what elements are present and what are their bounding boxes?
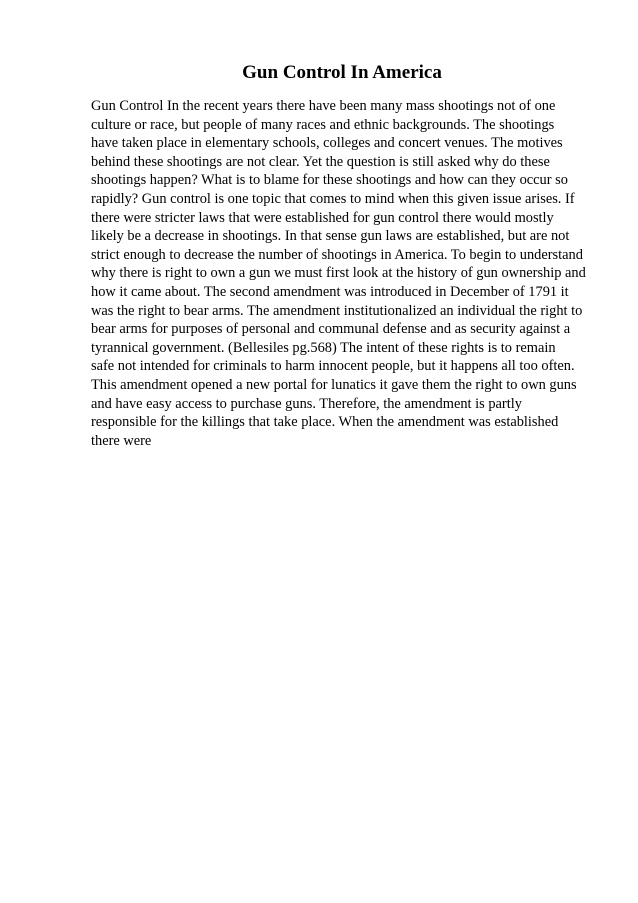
body-line: Gun Control In the recent years there have been many mass shootings not of one (91, 98, 556, 114)
body-line: behind these shootings are not clear. Yet the question is still asked why do these (91, 153, 550, 170)
document-title: Gun Control In America (242, 62, 442, 83)
body-line: responsible for the killings that take place. When the amendment was established (91, 414, 559, 431)
body-line: shootings happen? What is to blame for these shootings and how can they occur so (91, 172, 568, 189)
body-line: tyrannical government. (Bellesiles pg.568) The intent of these rights is to remain (91, 339, 556, 356)
body-line: likely be a decrease in shootings. In that sense gun laws are established, but are not (91, 228, 570, 245)
body-line: was the right to bear arms. The amendment institutionalized an individual the right to (91, 302, 583, 319)
body-line: there were (91, 432, 152, 449)
body-line: safe not intended for criminals to harm innocent people, but it happens all too often. (91, 358, 575, 375)
body-line: and have easy access to purchase guns. Therefore, the amendment is partly (91, 395, 522, 412)
body-line: why there is right to own a gun we must first look at the history of gun ownership and (91, 265, 586, 282)
body-line: This amendment opened a new portal for lunatics it gave them the right to own guns (91, 376, 577, 393)
body-line: strict enough to decrease the number of shootings in America. To begin to understand (91, 246, 583, 263)
body-line: rapidly? Gun control is one topic that comes to mind when this given issue arises. If (91, 190, 575, 207)
body-line: there were stricter laws that were established for gun control there would mostly (91, 209, 554, 226)
body-line: culture or race, but people of many races and ethnic backgrounds. The shootings (91, 116, 555, 133)
body-line: how it came about. The second amendment was introduced in December of 1791 it (91, 283, 569, 300)
body-line: have taken place in elementary schools, colleges and concert venues. The motives (91, 135, 563, 152)
document-body (91, 97, 601, 450)
body-line: bear arms for purposes of personal and communal defense and as security against a (91, 321, 571, 338)
